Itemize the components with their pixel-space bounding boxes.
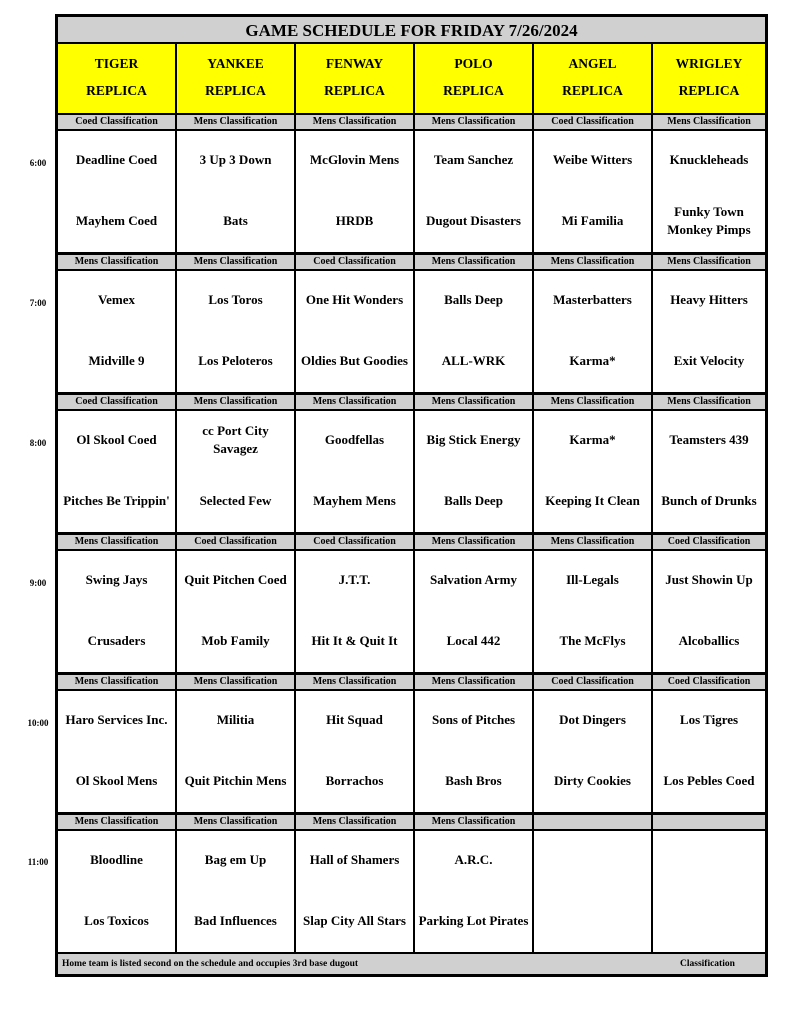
classification-label: Mens Classification	[653, 395, 765, 409]
classification-label: Mens Classification	[534, 535, 651, 549]
game-cell	[415, 411, 532, 532]
home-team: Dugout Disasters	[426, 213, 521, 228]
time-label: 6:00	[29, 158, 47, 168]
game-cell	[177, 271, 294, 392]
game-cell	[177, 131, 294, 252]
classification-label: Mens Classification	[415, 815, 532, 829]
classification-label: Mens Classification	[415, 255, 532, 269]
game-cell	[534, 551, 651, 672]
game-cell	[58, 131, 175, 252]
home-team: HRDB	[335, 213, 374, 228]
classification-label: Coed Classification	[58, 395, 175, 409]
away-team: J.T.T.	[338, 572, 371, 587]
field-name: TIGER	[94, 56, 139, 71]
home-team: Funky Town Monkey Pimps	[667, 204, 751, 237]
home-team: Mayhem Coed	[75, 213, 158, 228]
classification-label: Coed Classification	[296, 255, 413, 269]
field-subtitle: REPLICA	[86, 83, 147, 98]
classification-label: Mens Classification	[58, 255, 175, 269]
field-subtitle: REPLICA	[562, 83, 623, 98]
classification-label: Mens Classification	[58, 535, 175, 549]
away-team: Militia	[216, 712, 255, 727]
classification-label: Mens Classification	[653, 255, 765, 269]
game-cell	[534, 831, 651, 952]
home-team: Pitches Be Trippin'	[63, 493, 170, 508]
home-team	[653, 901, 765, 941]
field-subtitle: REPLICA	[324, 83, 385, 98]
game-cell	[534, 411, 651, 532]
classification-label: Mens Classification	[177, 675, 294, 689]
classification-label: Mens Classification	[415, 535, 532, 549]
home-team: Quit Pitchin Mens	[184, 773, 287, 788]
schedule-sheet	[55, 14, 768, 977]
away-team: Sons of Pitches	[431, 712, 516, 727]
away-team: Teamsters 439	[669, 432, 749, 447]
away-team: Bag em Up	[204, 852, 267, 867]
away-team: Haro Services Inc.	[65, 712, 168, 727]
home-team: Bash Bros	[445, 773, 502, 788]
away-team: McGlovin Mens	[309, 152, 400, 167]
game-cell	[653, 271, 765, 392]
game-cell	[58, 271, 175, 392]
away-team: Hit Squad	[326, 712, 383, 727]
field-name: YANKEE	[207, 56, 264, 71]
classification-label: Mens Classification	[58, 675, 175, 689]
game-cell	[415, 691, 532, 812]
footer-bar	[58, 954, 765, 974]
classification-label: Mens Classification	[177, 115, 294, 129]
home-team: Mob Family	[201, 633, 270, 648]
home-team: Borrachos	[325, 773, 384, 788]
home-team: Dirty Cookies	[554, 773, 631, 788]
away-team: 3 Up 3 Down	[199, 152, 272, 167]
classification-label: Coed Classification	[653, 535, 765, 549]
home-team: Karma*	[569, 353, 616, 368]
home-team	[534, 901, 651, 941]
away-team: A.R.C.	[454, 852, 493, 867]
home-team: Hit It & Quit It	[311, 633, 398, 648]
classification-label: Coed Classification	[296, 535, 413, 549]
home-team: Los Pebles Coed	[663, 773, 755, 788]
away-team: Hall of Shamers	[309, 852, 400, 867]
home-team: Parking Lot Pirates	[418, 913, 529, 928]
game-cell	[653, 411, 765, 532]
classification-label: Coed Classification	[58, 115, 175, 129]
game-cell	[653, 691, 765, 812]
game-cell	[415, 831, 532, 952]
field-header	[58, 44, 175, 113]
footer-note: Home team is listed second on the schedule and occupies 3rd base dugout	[62, 959, 359, 969]
away-team: Weibe Witters	[552, 152, 633, 167]
classification-label: Mens Classification	[534, 395, 651, 409]
classification-label: Mens Classification	[296, 395, 413, 409]
game-cell	[296, 131, 413, 252]
classification-label	[653, 815, 765, 829]
home-team: ALL-WRK	[441, 353, 506, 368]
time-label: 10:00	[27, 718, 49, 728]
home-team: Balls Deep	[444, 493, 503, 508]
game-cell	[177, 411, 294, 532]
classification-label: Mens Classification	[415, 115, 532, 129]
away-team: Los Toros	[208, 292, 263, 307]
footer-classification: Classification	[680, 959, 735, 969]
field-name: POLO	[454, 56, 493, 71]
away-team: Just Showin Up	[665, 572, 753, 587]
away-team: One Hit Wonders	[305, 292, 404, 307]
time-label: 9:00	[29, 578, 47, 588]
classification-label: Mens Classification	[177, 255, 294, 269]
away-team: Los Tigres	[679, 712, 739, 727]
game-cell	[58, 411, 175, 532]
home-team: Los Peloteros	[198, 353, 273, 368]
field-subtitle: REPLICA	[205, 83, 266, 98]
classification-label: Coed Classification	[534, 115, 651, 129]
field-header	[177, 44, 294, 113]
field-header	[653, 44, 765, 113]
away-team: Balls Deep	[444, 292, 503, 307]
away-team: Ol Skool Coed	[76, 432, 157, 447]
away-team: Bloodline	[90, 852, 143, 867]
game-cell	[415, 131, 532, 252]
game-cell	[177, 831, 294, 952]
schedule-title: GAME SCHEDULE FOR FRIDAY 7/26/2024	[58, 17, 765, 42]
game-cell	[177, 551, 294, 672]
away-team: Vemex	[97, 292, 136, 307]
game-cell	[534, 691, 651, 812]
classification-label: Coed Classification	[653, 675, 765, 689]
away-team: Team Sanchez	[433, 152, 514, 167]
home-team: Bunch of Drunks	[661, 493, 757, 508]
game-cell	[415, 271, 532, 392]
home-team: The McFlys	[559, 633, 626, 648]
away-team: Masterbatters	[553, 292, 632, 307]
home-team: Oldies But Goodies	[301, 353, 408, 368]
classification-label: Coed Classification	[177, 535, 294, 549]
classification-label: Mens Classification	[653, 115, 765, 129]
away-team: Quit Pitchen Coed	[184, 572, 287, 587]
home-team: Local 442	[446, 633, 501, 648]
away-team	[534, 840, 651, 880]
classification-label: Mens Classification	[296, 675, 413, 689]
away-team: Ill-Legals	[566, 572, 619, 587]
away-team	[653, 840, 765, 880]
game-cell	[177, 691, 294, 812]
field-header	[415, 44, 532, 113]
game-cell	[296, 551, 413, 672]
time-label: 8:00	[29, 438, 47, 448]
classification-label: Mens Classification	[177, 815, 294, 829]
home-team: Slap City All Stars	[303, 913, 406, 928]
classification-label: Mens Classification	[415, 675, 532, 689]
home-team: Mayhem Mens	[313, 493, 396, 508]
field-header	[296, 44, 413, 113]
away-team: Dot Dingers	[559, 712, 626, 727]
away-team: cc Port City Savagez	[202, 423, 269, 456]
home-team: Bad Influences	[194, 913, 277, 928]
game-cell	[534, 271, 651, 392]
field-name: FENWAY	[325, 56, 384, 71]
game-cell	[58, 551, 175, 672]
time-label: 7:00	[29, 298, 47, 308]
game-cell	[296, 831, 413, 952]
game-cell	[296, 411, 413, 532]
away-team: Deadline Coed	[75, 152, 158, 167]
home-team: Exit Velocity	[673, 353, 745, 368]
classification-label	[534, 815, 651, 829]
game-cell	[296, 691, 413, 812]
home-team: Midville 9	[88, 353, 145, 368]
home-team: Los Toxicos	[84, 913, 149, 928]
game-cell	[415, 551, 532, 672]
game-cell	[534, 131, 651, 252]
home-team: Selected Few	[199, 493, 272, 508]
time-label: 11:00	[27, 857, 49, 867]
game-cell	[58, 691, 175, 812]
home-team: Alcoballics	[678, 633, 740, 648]
classification-label: Mens Classification	[534, 255, 651, 269]
game-cell	[653, 131, 765, 252]
classification-label: Coed Classification	[534, 675, 651, 689]
classification-label: Mens Classification	[296, 815, 413, 829]
home-team: Crusaders	[87, 633, 146, 648]
classification-label: Mens Classification	[177, 395, 294, 409]
away-team: Knuckleheads	[669, 152, 749, 167]
game-cell	[296, 271, 413, 392]
away-team: Salvation Army	[429, 572, 518, 587]
field-subtitle: REPLICA	[443, 83, 504, 98]
classification-label: Mens Classification	[58, 815, 175, 829]
classification-label: Mens Classification	[296, 115, 413, 129]
away-team: Heavy Hitters	[670, 292, 748, 307]
home-team: Keeping It Clean	[545, 493, 640, 508]
game-cell	[58, 831, 175, 952]
away-team: Karma*	[569, 432, 616, 447]
classification-label: Mens Classification	[415, 395, 532, 409]
game-cell	[653, 831, 765, 952]
away-team: Swing Jays	[85, 572, 148, 587]
game-cell	[653, 551, 765, 672]
away-team: Goodfellas	[324, 432, 385, 447]
home-team: Mi Familia	[561, 213, 624, 228]
home-team: Ol Skool Mens	[75, 773, 158, 788]
away-team: Big Stick Energy	[426, 432, 521, 447]
home-team: Bats	[223, 213, 248, 228]
field-subtitle: REPLICA	[678, 83, 740, 98]
field-header	[534, 44, 651, 113]
field-name: WRIGLEY	[675, 56, 743, 71]
field-name: ANGEL	[568, 56, 617, 71]
